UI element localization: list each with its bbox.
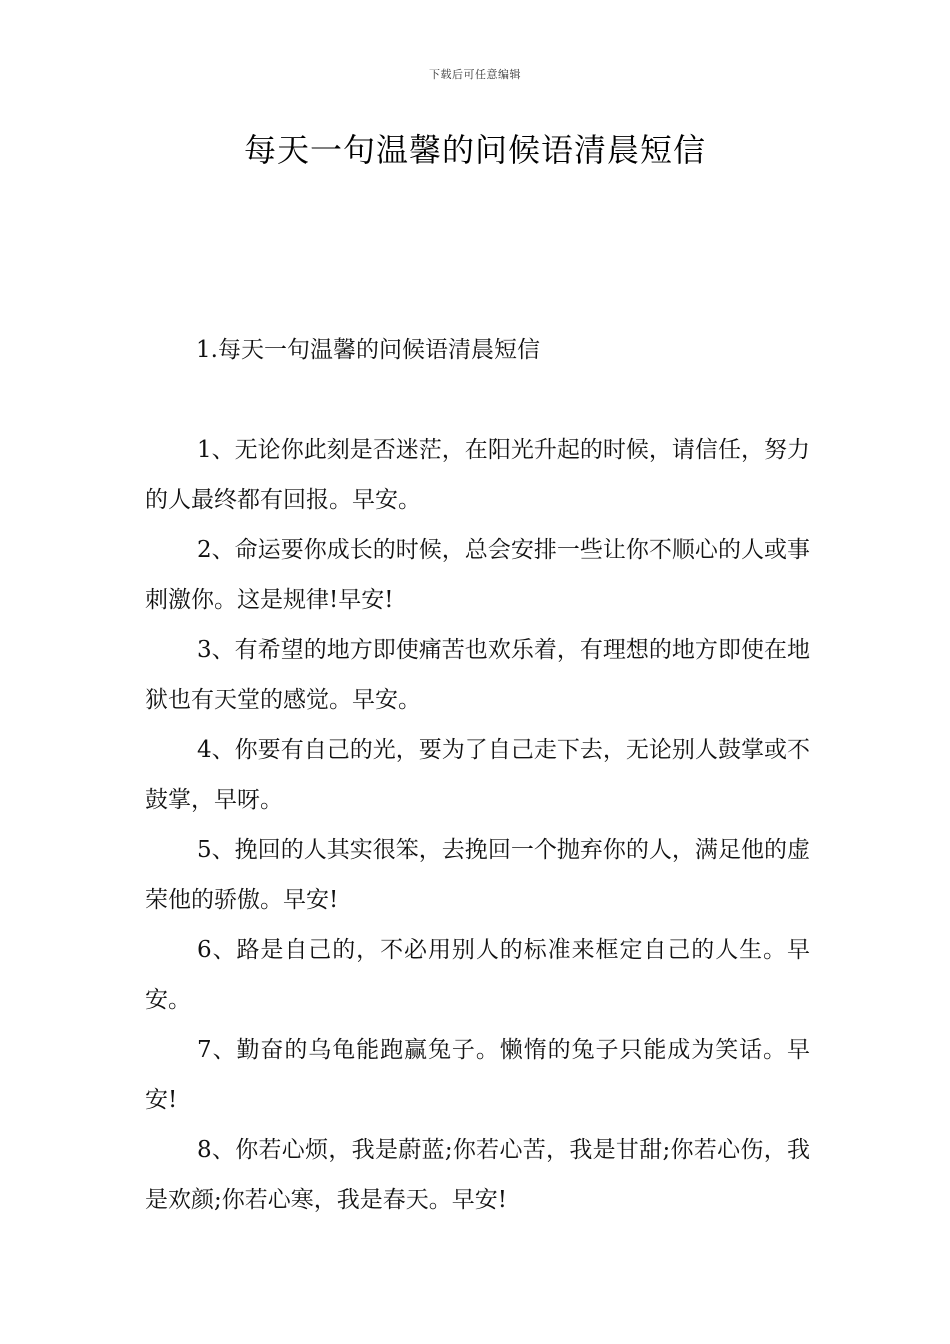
document-body (145, 425, 810, 1225)
header-note: 下载后可任意编辑 (429, 68, 521, 81)
paragraph: 2、命运要你成长的时候，总会安排一些让你不顺心的人或事刺激你。这是规律!早安! (145, 537, 810, 613)
paragraph: 5、挽回的人其实很笨，去挽回一个抛弃你的人，满足他的虚荣他的骄傲。早安! (145, 837, 810, 913)
paragraph: 1、无论你此刻是否迷茫，在阳光升起的时候，请信任，努力的人最终都有回报。早安。 (145, 437, 810, 513)
section-heading: 1.每天一句温馨的问候语清晨短信 (196, 337, 540, 363)
paragraph: 6、路是自己的，不必用别人的标准来框定自己的人生。早安。 (145, 937, 810, 1013)
paragraph: 7、勤奋的乌龟能跑赢兔子。懒惰的兔子只能成为笑话。早安! (145, 1037, 810, 1113)
document-title: 每天一句温馨的问候语清晨短信 (243, 131, 706, 169)
paragraph: 8、你若心烦，我是蔚蓝;你若心苦，我是甘甜;你若心伤，我是欢颜;你若心寒，我是春天。早安! (145, 1137, 810, 1213)
paragraph: 3、有希望的地方即使痛苦也欢乐着，有理想的地方即使在地狱也有天堂的感觉。早安。 (145, 637, 810, 713)
paragraph: 4、你要有自己的光，要为了自己走下去，无论别人鼓掌或不鼓掌，早呀。 (145, 737, 810, 813)
